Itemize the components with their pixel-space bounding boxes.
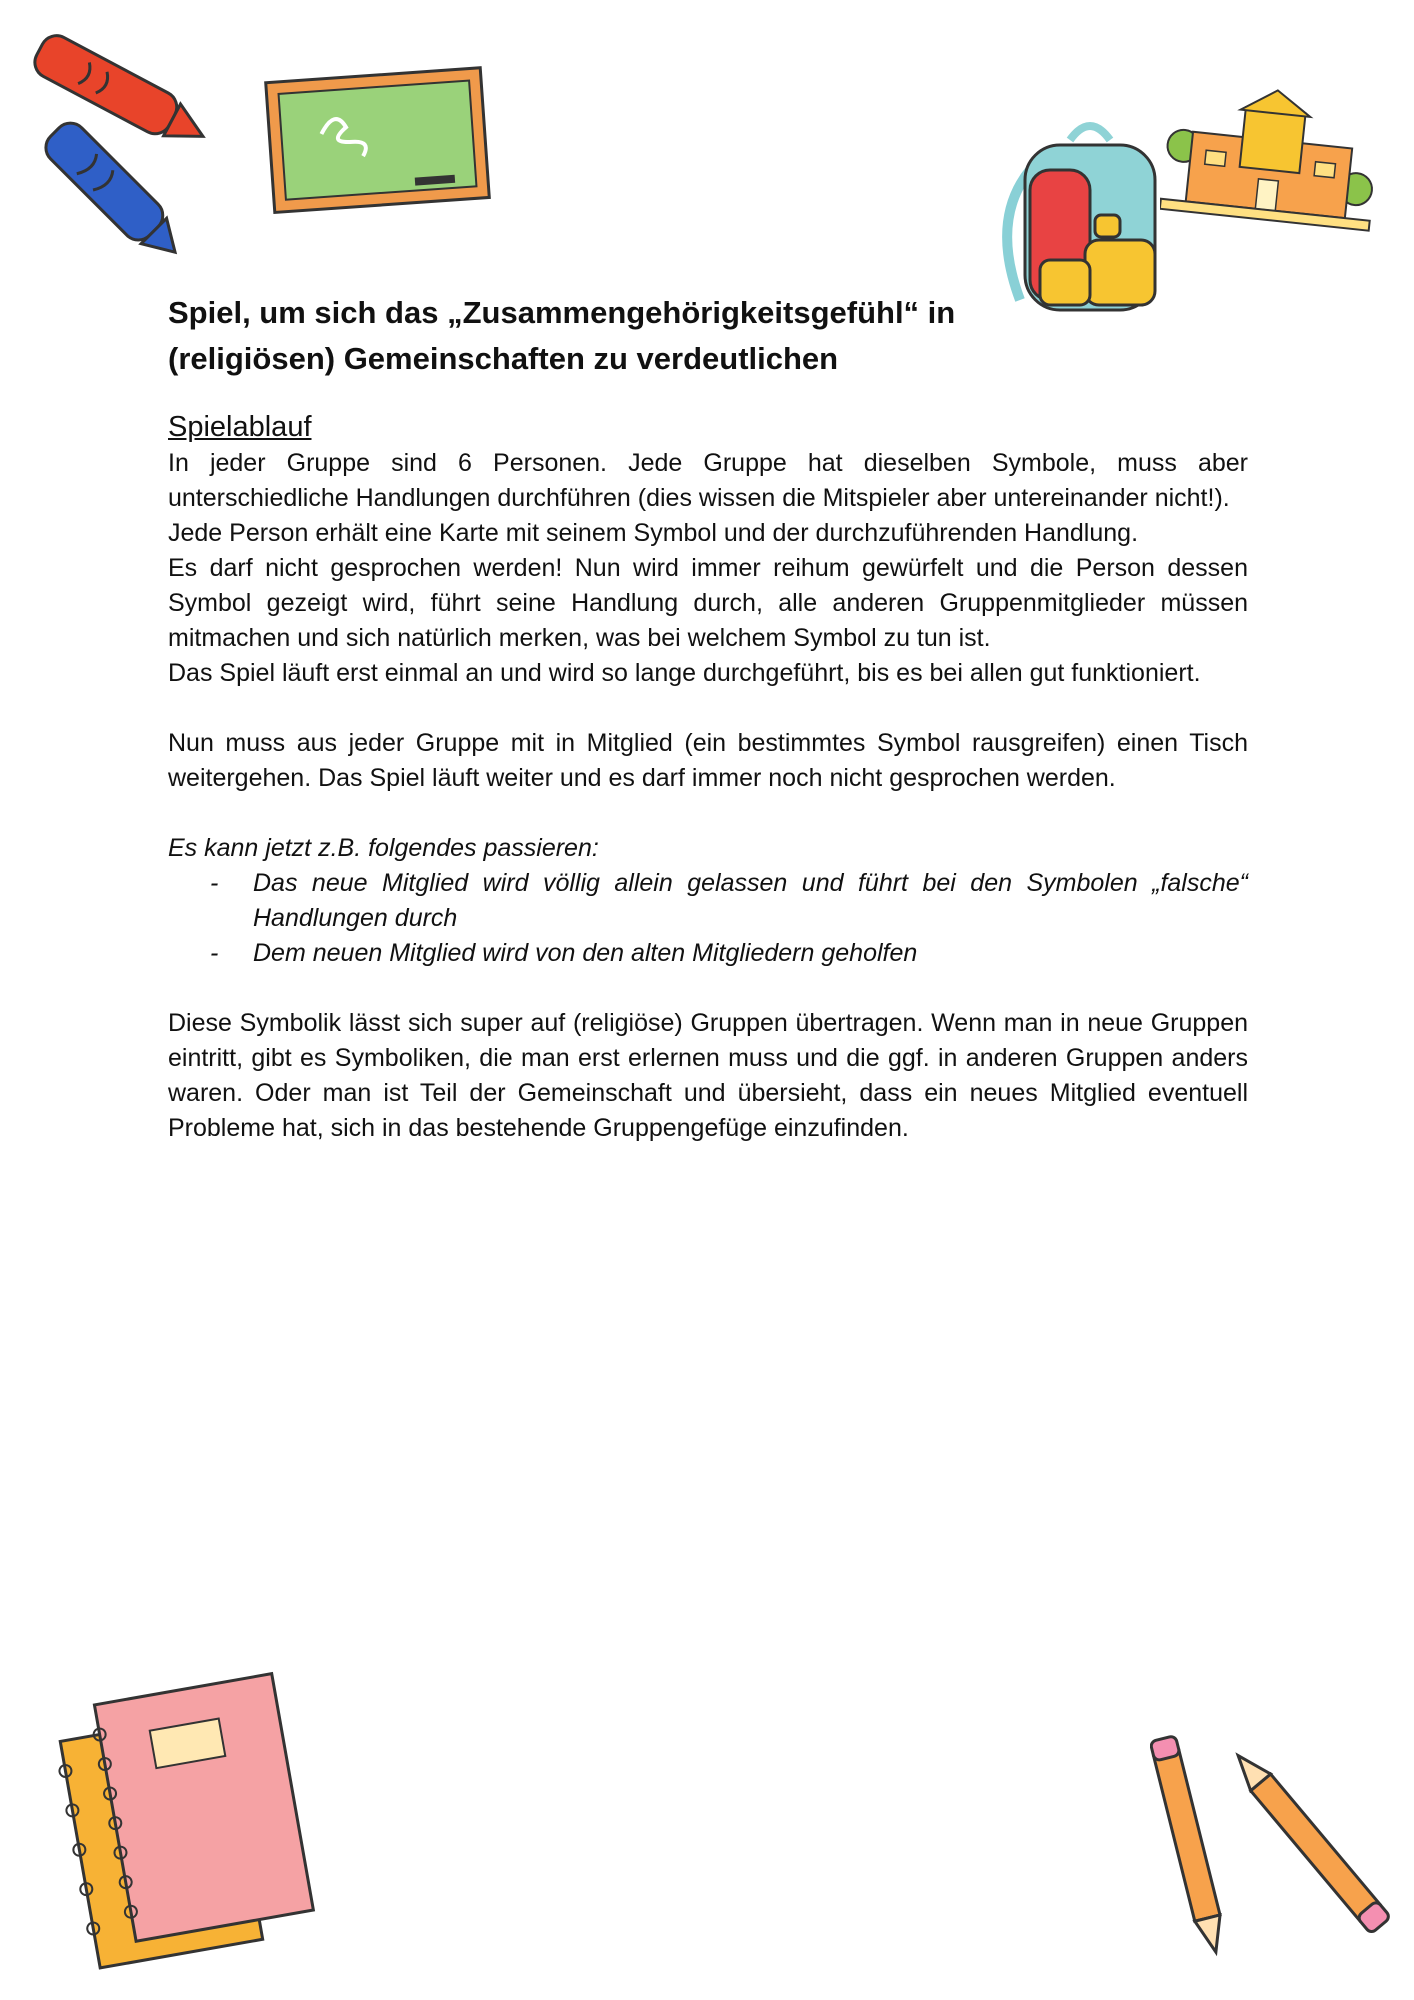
dash-marker: - xyxy=(210,869,219,897)
list-item xyxy=(168,866,1248,936)
paragraph: Es darf nicht gesprochen werden! Nun wird immer reihum gewürfelt und die Person dessen Symbol gezeigt wird, führt seine Handlung durch, alle anderen Gruppenmitglieder müssen mitmachen und sich natürlich merken, was bei welchem Symbol zu tun ist. xyxy=(168,554,1248,652)
example-list xyxy=(168,866,1248,971)
document-title: Spiel, um sich das „Zusammengehörigkeitsgefühl“ in (religiösen) Gemeinschaften zu verdeutlichen xyxy=(168,295,956,376)
school-building-icon xyxy=(1160,85,1380,245)
section-heading-spielablauf: Spielablauf xyxy=(168,411,312,443)
chalkboard-icon xyxy=(262,60,497,220)
document-body xyxy=(168,290,1248,1146)
list-item-text: Dem neuen Mitglied wird von den alten Mitgliedern geholfen xyxy=(253,939,918,967)
paragraph: Jede Person erhält eine Karte mit seinem Symbol und der durchzuführenden Handlung. xyxy=(168,519,1139,547)
list-item xyxy=(168,936,1248,971)
dash-marker: - xyxy=(210,939,219,967)
paragraph: In jeder Gruppe sind 6 Personen. Jede Gruppe hat dieselben Symbole, muss aber unterschiedliche Handlungen durchführen (dies wissen die Mitspieler aber untereinander nicht!). xyxy=(168,449,1248,512)
paragraph: Nun muss aus jeder Gruppe mit in Mitglied (ein bestimmtes Symbol rausgreifen) einen Tisch weitergehen. Das Spiel läuft weiter und es darf immer noch nicht gesprochen werden. xyxy=(168,729,1248,792)
paragraph: Das Spiel läuft erst einmal an und wird so lange durchgeführt, bis es bei allen gut funktioniert. xyxy=(168,659,1201,687)
list-item-text: Das neue Mitglied wird völlig allein gelassen und führt bei den Symbolen „falsche“ Handlungen durch xyxy=(253,869,1248,932)
example-intro: Es kann jetzt z.B. folgendes passieren: xyxy=(168,834,599,862)
conclusion-paragraph: Diese Symbolik lässt sich super auf (religiöse) Gruppen übertragen. Wenn man in neue Gruppen eintritt, gibt es Symboliken, die man erst erlernen muss und die ggf. in anderen Gruppen anders waren. Oder man ist Teil der Gemeinschaft und übersieht, dass ein neues Mitglied eventuell Probleme hat, sich in das bestehende Gruppengefüge einzufinden. xyxy=(168,1009,1248,1142)
notebooks-icon xyxy=(55,1660,325,1970)
crayon-blue-icon xyxy=(20,110,200,270)
pencils-icon xyxy=(1150,1730,1390,1970)
